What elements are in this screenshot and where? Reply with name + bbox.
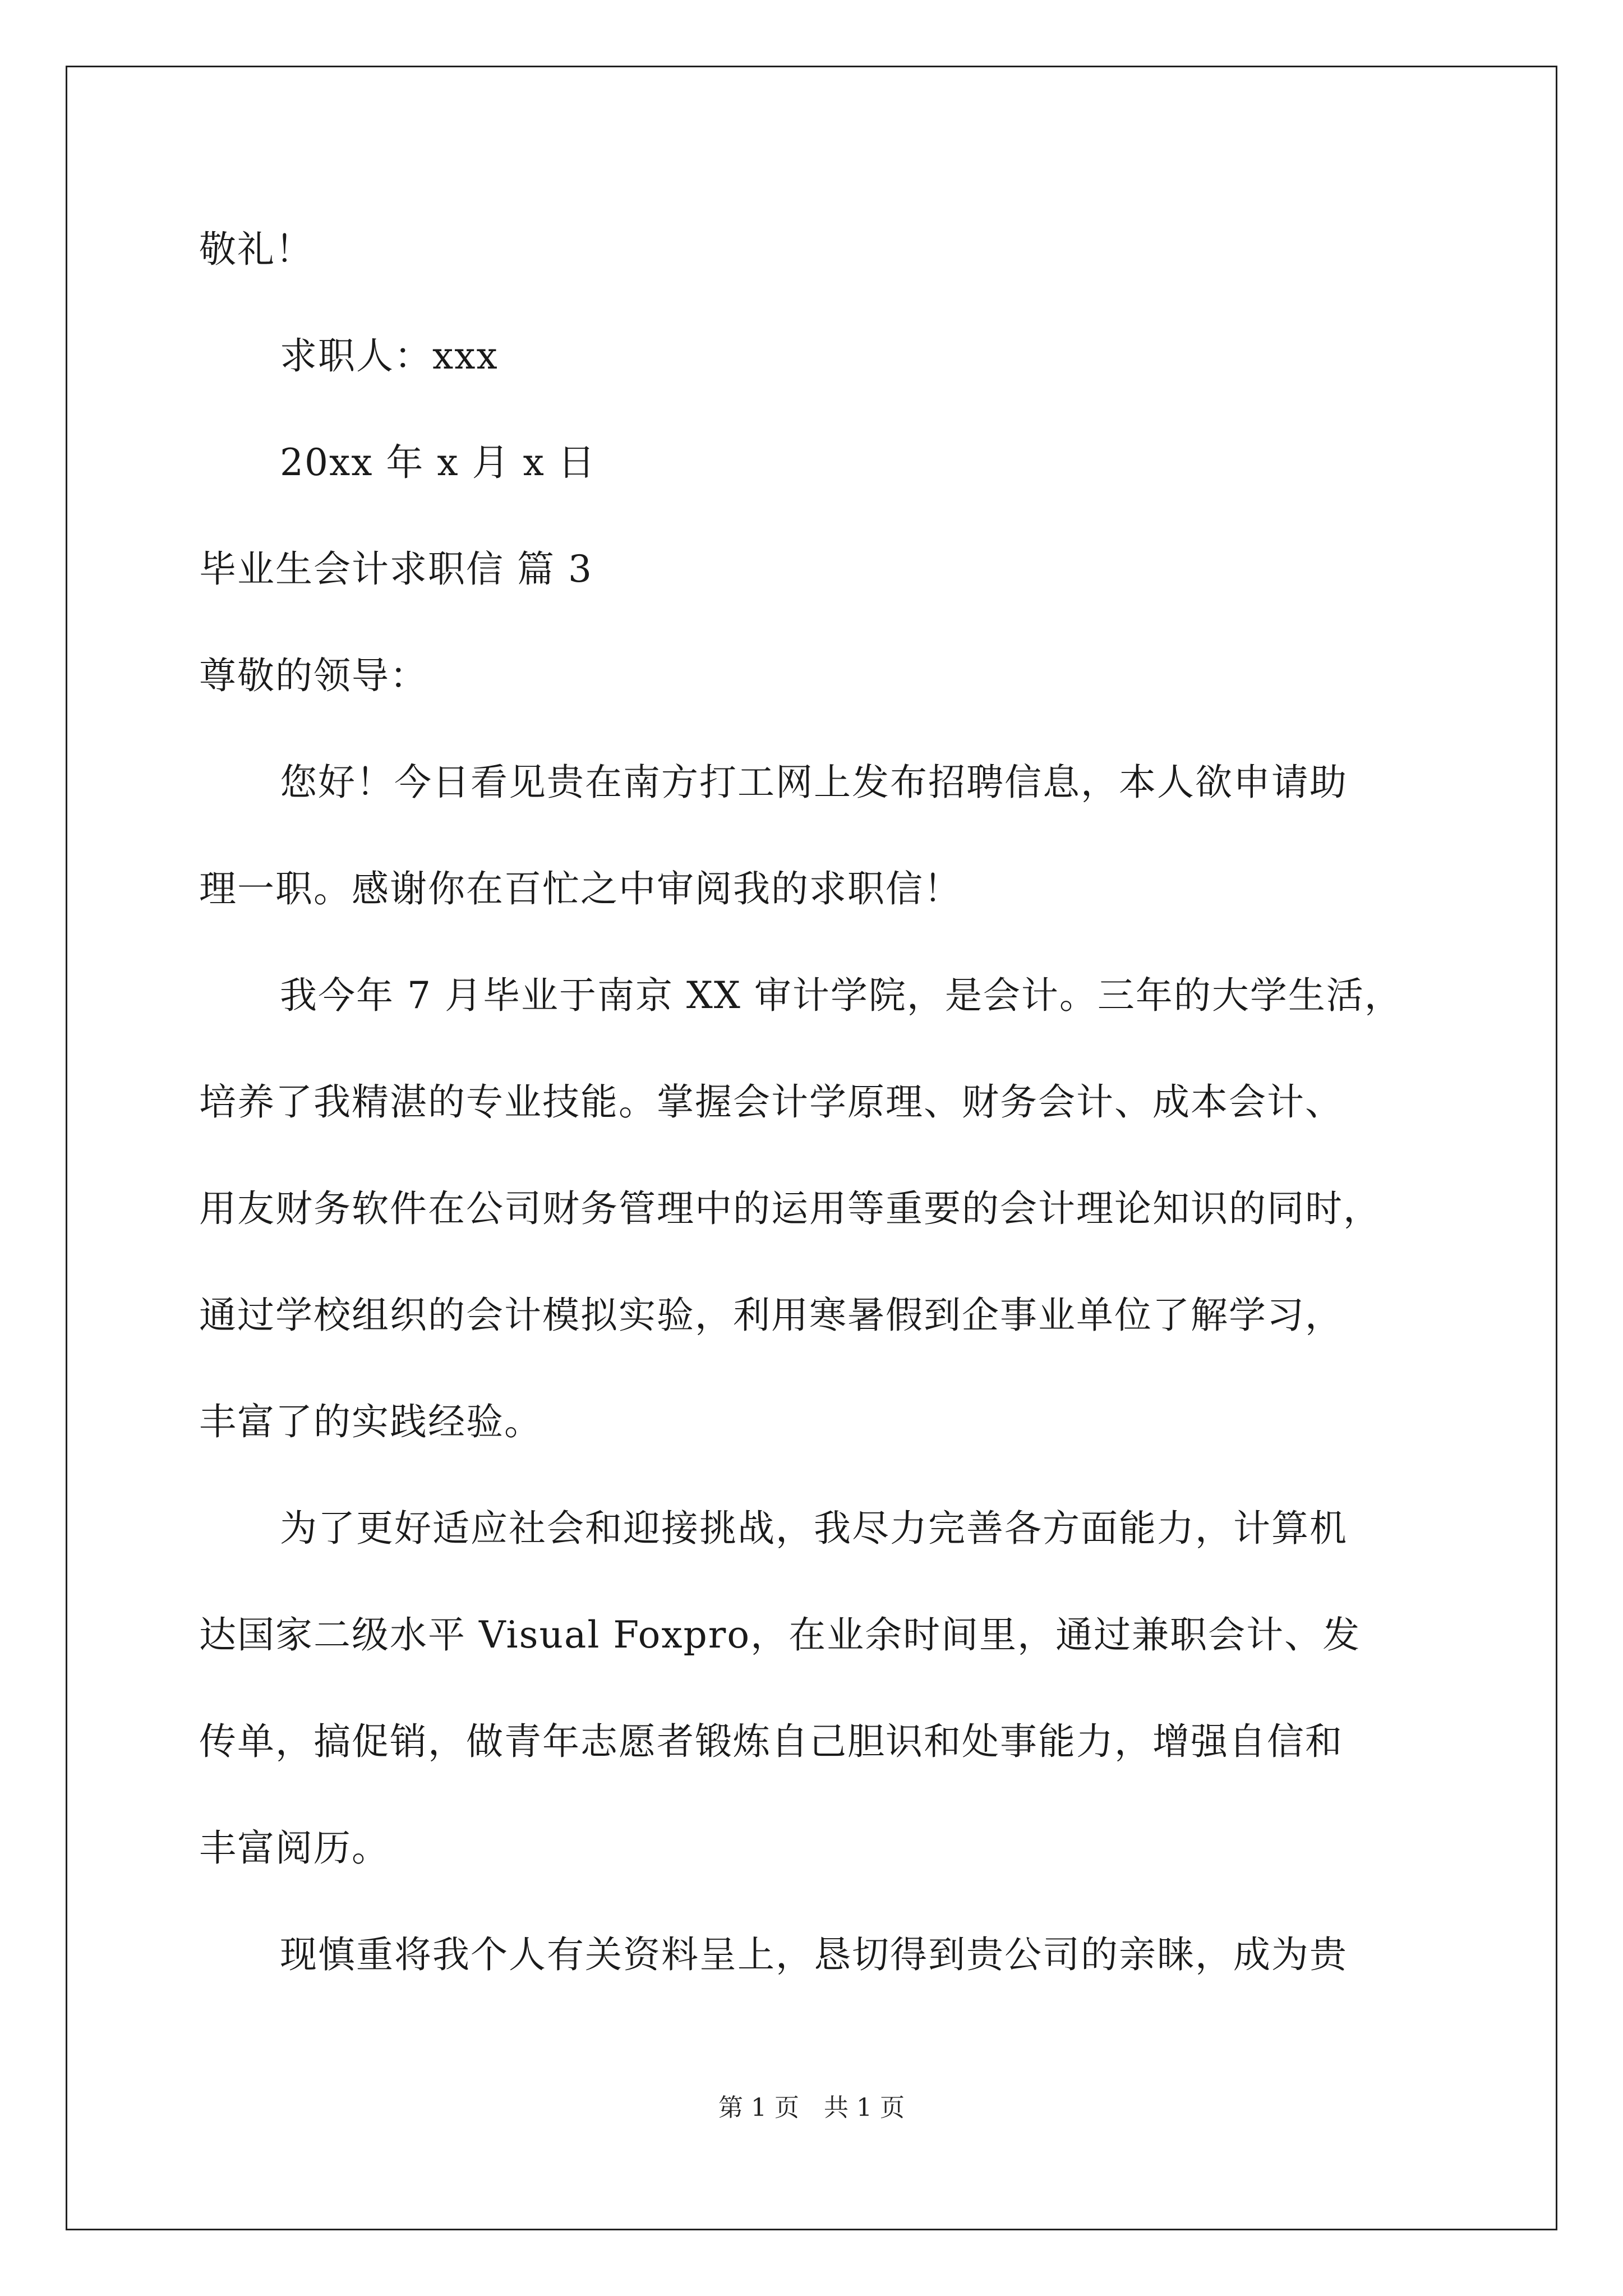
section-heading: 毕业生会计求职信 篇 3 [199, 547, 593, 591]
paragraph-line: 理一职。感谢你在百忙之中审阅我的求职信！ [199, 867, 962, 910]
page-border [66, 66, 1557, 2230]
paragraph-line: 用友财务软件在公司财务管理中的运用等重要的会计理论知识的同时， [199, 1187, 1381, 1230]
paragraph-line: 现慎重将我个人有关资料呈上，恳切得到贵公司的亲睐，成为贵 [280, 1933, 1348, 1976]
paragraph-line: 您好！今日看见贵在南方打工网上发布招聘信息，本人欲申请助 [280, 761, 1348, 804]
paragraph-line: 为了更好适应社会和迎接挑战，我尽力完善各方面能力，计算机 [280, 1507, 1348, 1550]
paragraph-line: 我今年 7 月毕业于南京 XX 审计学院，是会计。三年的大学生活， [280, 974, 1403, 1017]
letter-date: 20xx 年 x 月 x 日 [280, 441, 596, 484]
paragraph-line: 通过学校组织的会计模拟实验，利用寒暑假到企事业单位了解学习， [199, 1294, 1343, 1337]
closing-salutation: 敬礼！ [199, 228, 313, 271]
applicant-name: 求职人：xxx [280, 334, 499, 378]
paragraph-line: 传单，搞促销，做青年志愿者锻炼自己胆识和处事能力，增强自信和 [199, 1720, 1343, 1763]
paragraph-line: 丰富了的实践经验。 [199, 1400, 542, 1443]
greeting: 尊敬的领导： [199, 654, 428, 697]
page-number-footer: 第 1 页 共 1 页 [718, 2093, 905, 2122]
paragraph-line: 培养了我精湛的专业技能。掌握会计学原理、财务会计、成本会计、 [199, 1080, 1343, 1124]
paragraph-line: 丰富阅历。 [199, 1826, 390, 1870]
paragraph-line: 达国家二级水平 Visual Foxpro，在业余时间里，通过兼职会计、发 [199, 1613, 1361, 1657]
